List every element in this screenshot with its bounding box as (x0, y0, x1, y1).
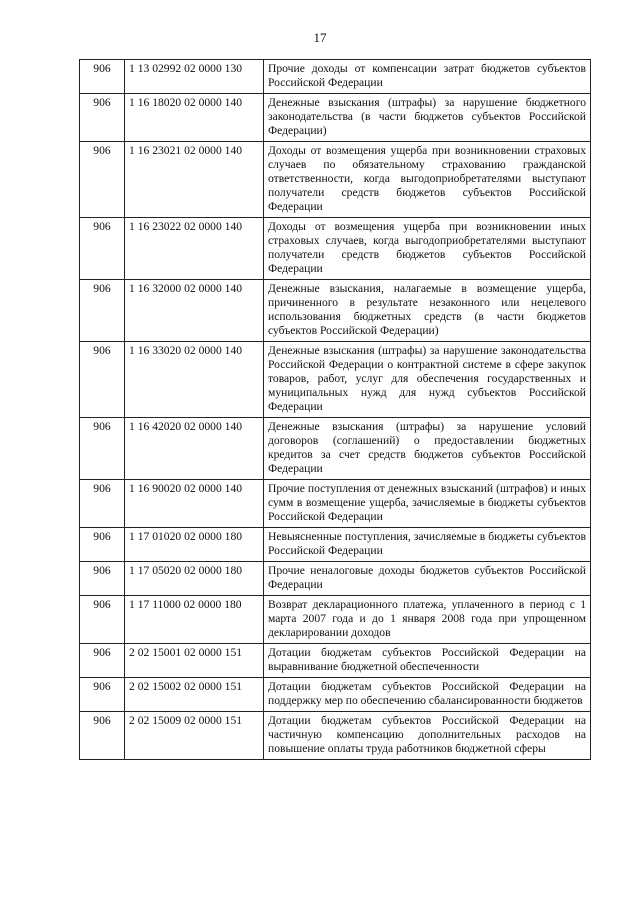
page-number: 17 (313, 30, 327, 45)
admin-code-cell: 906 (80, 60, 125, 94)
income-name-cell: Денежные взыскания (штрафы) за нарушение законодательства Российской Федерации о контрактной системе в сфере закупок товаров, работ, услуг для обеспечения государственных и муниципальных нужд для нужд субъектов Российской Федерации (264, 342, 591, 418)
admin-code-cell: 906 (80, 142, 125, 218)
budget-code-cell: 1 17 01020 02 0000 180 (125, 528, 264, 562)
income-name-cell: Возврат декларационного платежа, уплаченного в период с 1 марта 2007 года и до 1 января 2008 года при упрощенном декларировании доходов (264, 596, 591, 644)
admin-code-cell: 906 (80, 418, 125, 480)
income-name-cell: Невыясненные поступления, зачисляемые в бюджеты субъектов Российской Федерации (264, 528, 591, 562)
budget-code-cell: 1 16 23022 02 0000 140 (125, 218, 264, 280)
budget-code-cell: 1 16 32000 02 0000 140 (125, 280, 264, 342)
admin-code-cell: 906 (80, 218, 125, 280)
budget-code-cell: 1 17 05020 02 0000 180 (125, 562, 264, 596)
table-row (80, 562, 591, 596)
budget-code-cell: 1 13 02992 02 0000 130 (125, 60, 264, 94)
budget-code-cell: 1 16 18020 02 0000 140 (125, 94, 264, 142)
income-name-cell: Дотации бюджетам субъектов Российской Федерации на выравнивание бюджетной обеспеченности (264, 644, 591, 678)
table-row (80, 60, 591, 94)
table-row (80, 342, 591, 418)
admin-code-cell: 906 (80, 596, 125, 644)
income-name-cell: Денежные взыскания, налагаемые в возмещение ущерба, причиненного в результате незаконного или нецелевого использования бюджетных средств (в части бюджетов субъектов Российской Федерации) (264, 280, 591, 342)
table-row (80, 142, 591, 218)
table-row (80, 480, 591, 528)
budget-codes-table (79, 59, 591, 760)
income-name-cell: Дотации бюджетам субъектов Российской Федерации на поддержку мер по обеспечению сбалансированности бюджетов (264, 678, 591, 712)
table-row (80, 418, 591, 480)
table-row (80, 712, 591, 760)
income-name-cell: Прочие поступления от денежных взысканий (штрафов) и иных сумм в возмещение ущерба, зачисляемые в бюджеты субъектов Российской Федерации (264, 480, 591, 528)
income-name-cell: Доходы от возмещения ущерба при возникновении иных страховых случаев, когда выгодоприобретателями выступают получатели средств бюджетов субъектов Российской Федерации (264, 218, 591, 280)
budget-code-cell: 2 02 15001 02 0000 151 (125, 644, 264, 678)
admin-code-cell: 906 (80, 480, 125, 528)
income-name-cell: Прочие доходы от компенсации затрат бюджетов субъектов Российской Федерации (264, 60, 591, 94)
table-row (80, 280, 591, 342)
admin-code-cell: 906 (80, 342, 125, 418)
income-name-cell: Доходы от возмещения ущерба при возникновении страховых случаев по обязательному страхованию гражданской ответственности, когда выгодоприобретателями выступают получатели средств бюджетов субъектов Российской Федерации (264, 142, 591, 218)
table-row (80, 218, 591, 280)
table-row (80, 596, 591, 644)
income-name-cell: Дотации бюджетам субъектов Российской Федерации на частичную компенсацию дополнительных расходов на повышение оплаты труда работников бюджетной сферы (264, 712, 591, 760)
budget-code-cell: 1 17 11000 02 0000 180 (125, 596, 264, 644)
admin-code-cell: 906 (80, 712, 125, 760)
table-row (80, 528, 591, 562)
income-name-cell: Денежные взыскания (штрафы) за нарушение бюджетного законодательства (в части бюджетов субъектов Российской Федерации) (264, 94, 591, 142)
admin-code-cell: 906 (80, 280, 125, 342)
admin-code-cell: 906 (80, 528, 125, 562)
budget-code-cell: 1 16 33020 02 0000 140 (125, 342, 264, 418)
admin-code-cell: 906 (80, 678, 125, 712)
budget-code-cell: 2 02 15009 02 0000 151 (125, 712, 264, 760)
table-row (80, 644, 591, 678)
budget-code-cell: 1 16 90020 02 0000 140 (125, 480, 264, 528)
admin-code-cell: 906 (80, 644, 125, 678)
budget-code-cell: 1 16 23021 02 0000 140 (125, 142, 264, 218)
budget-code-cell: 1 16 42020 02 0000 140 (125, 418, 264, 480)
budget-code-cell: 2 02 15002 02 0000 151 (125, 678, 264, 712)
income-name-cell: Прочие неналоговые доходы бюджетов субъектов Российской Федерации (264, 562, 591, 596)
table-row (80, 678, 591, 712)
admin-code-cell: 906 (80, 562, 125, 596)
admin-code-cell: 906 (80, 94, 125, 142)
income-name-cell: Денежные взыскания (штрафы) за нарушение условий договоров (соглашений) о предоставлении бюджетных кредитов за счет средств бюджетов субъектов Российской Федерации (264, 418, 591, 480)
table-row (80, 94, 591, 142)
